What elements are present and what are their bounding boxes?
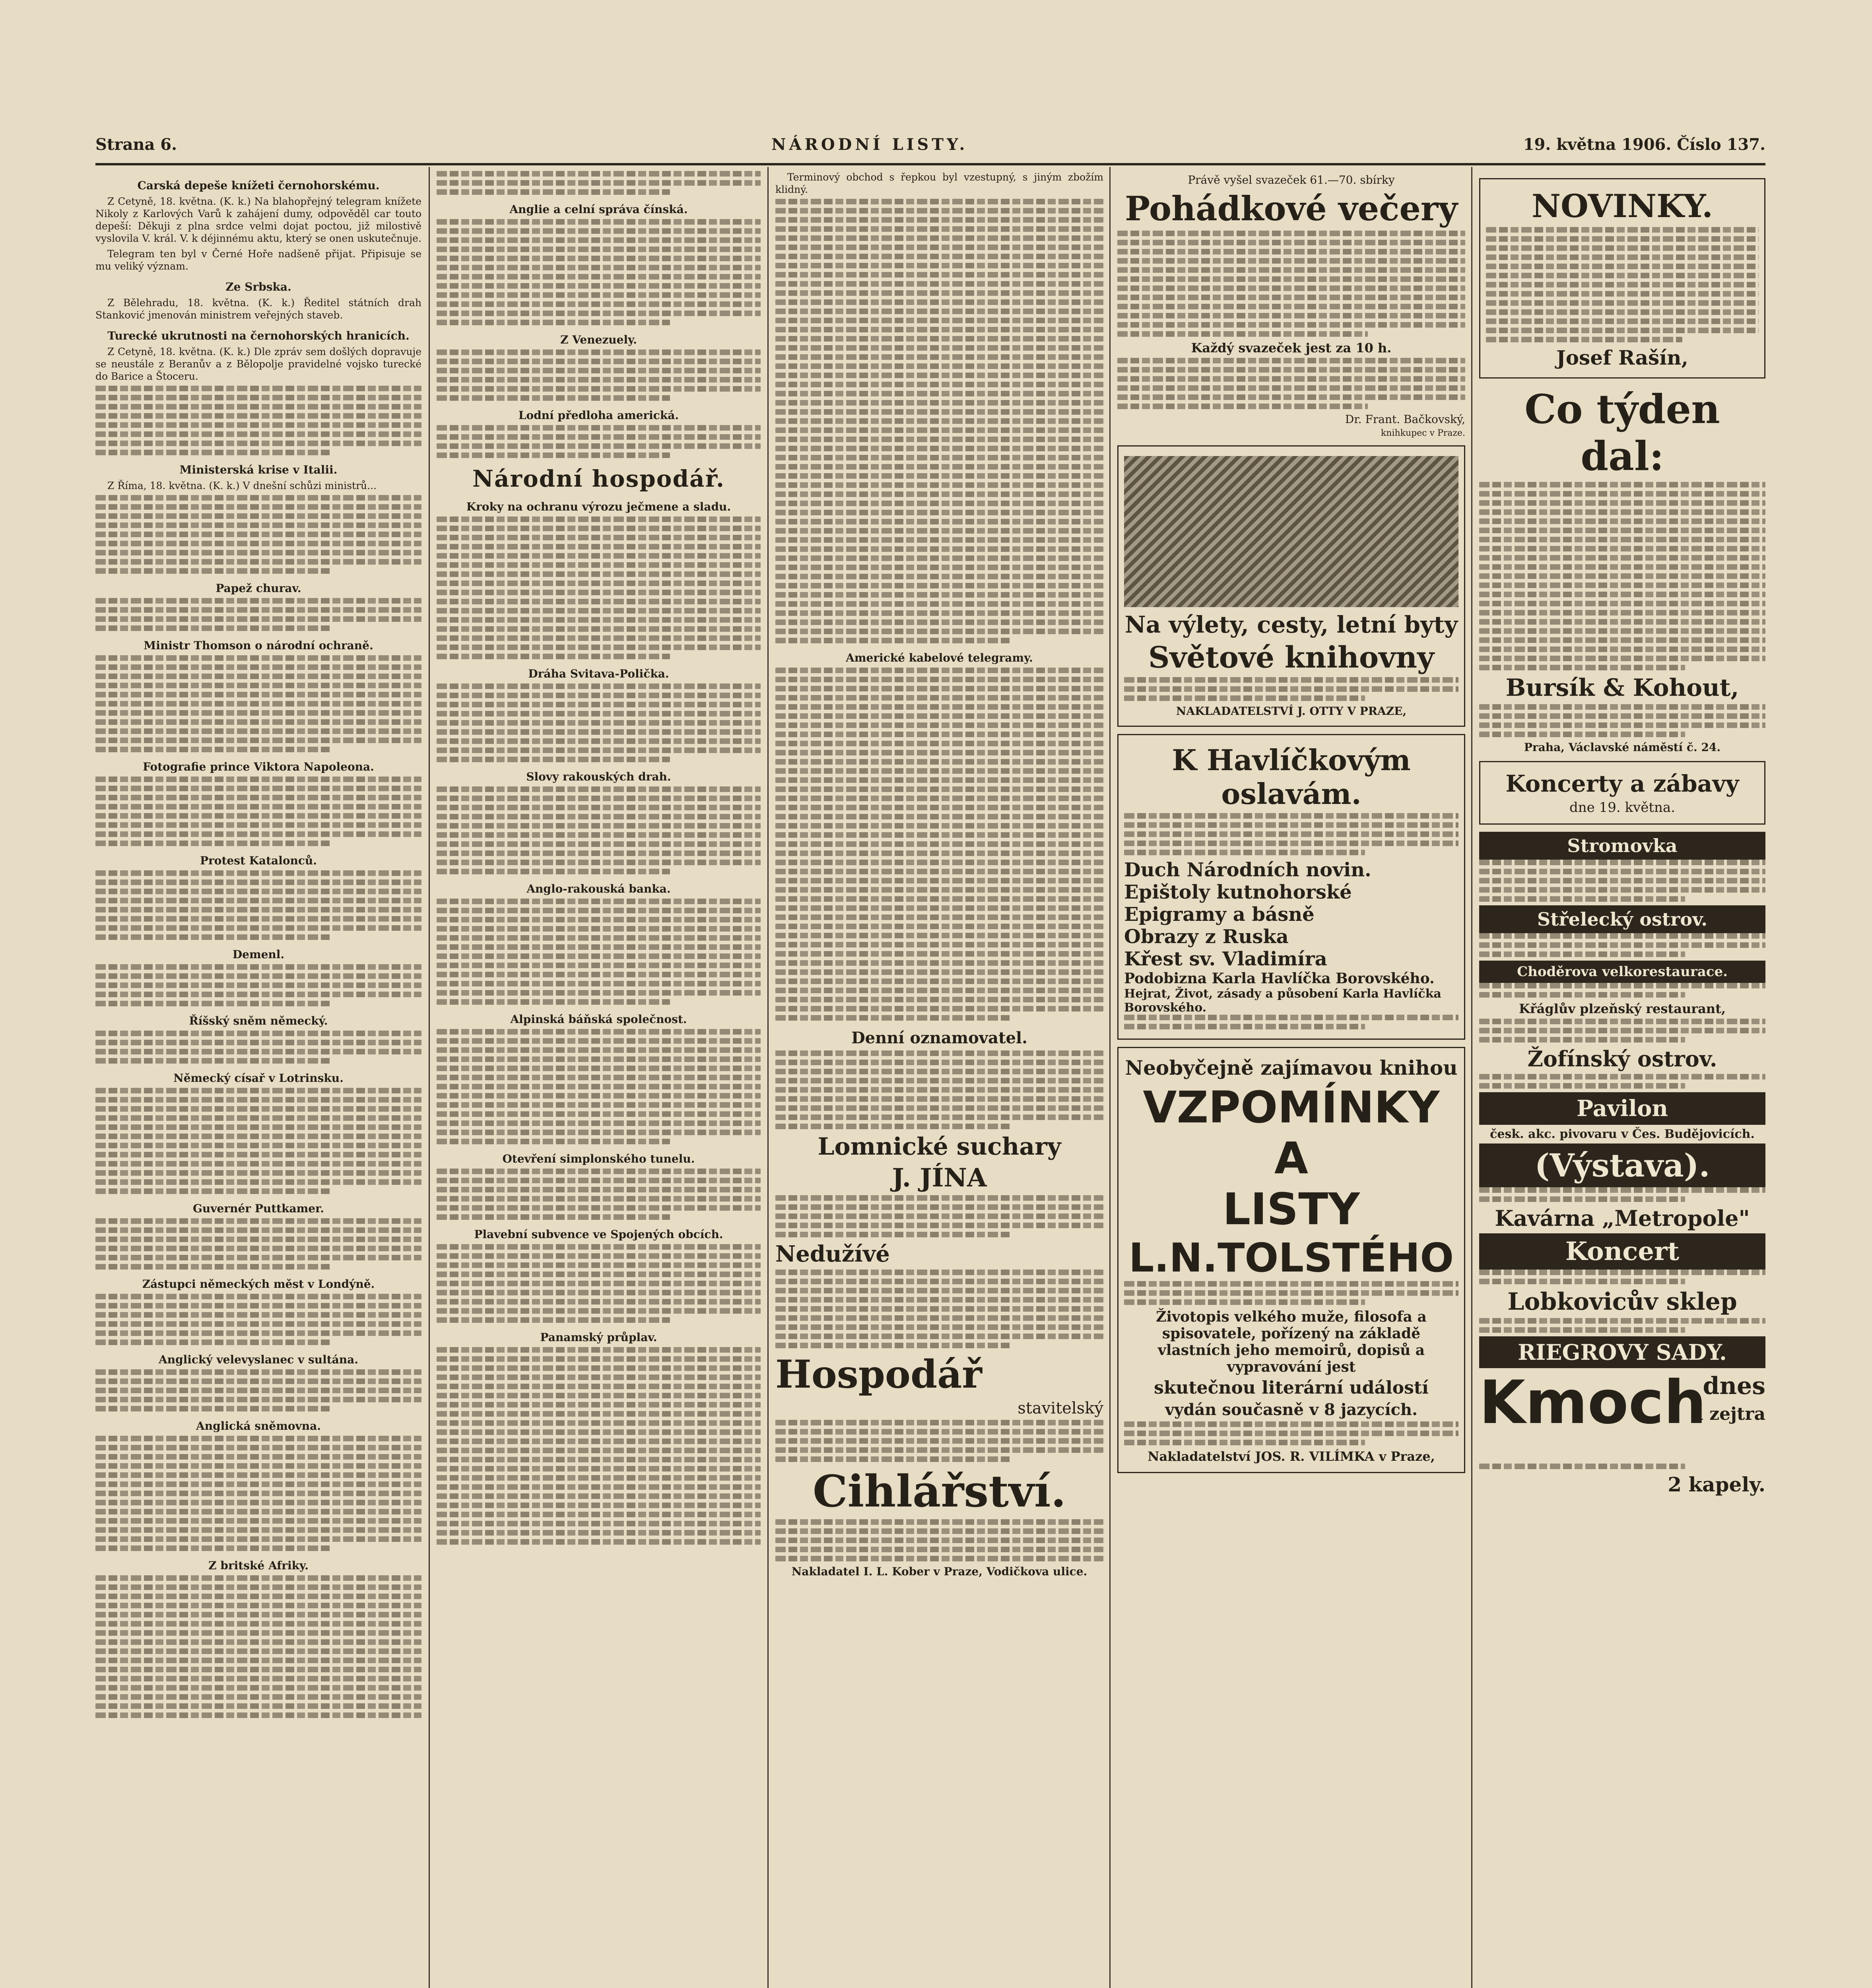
venue-heading: Koncert — [1479, 1233, 1765, 1270]
ad-subheading: Světové knihovny — [1148, 641, 1435, 675]
article-heading: Guvernér Puttkamer. — [193, 1202, 324, 1215]
venue-subheading: česk. akc. pivovaru v Čes. Budějovicích. — [1490, 1127, 1755, 1141]
ad-publisher: NAKLADATELSTVÍ J. OTTY V PRAZE, — [1176, 705, 1407, 718]
issue-date: 19. května 1906. Číslo 137. — [1523, 135, 1765, 154]
article-heading: Plavební subvence ve Spojených obcích. — [474, 1228, 723, 1241]
article-heading: Alpinská báňská společnost. — [510, 1013, 687, 1026]
venue-heading: Křáglův plzeňský restaurant, — [1519, 1001, 1726, 1016]
ad-publisher: Josef Rašín, — [1556, 346, 1688, 369]
article-heading: Americké kabelové telegramy. — [846, 651, 1033, 664]
ad-heading: Pohádkové večery — [1125, 189, 1458, 228]
article-text: Terminový obchod s řepkou byl vzestupný, s jiným zbožím klidný. — [775, 171, 1103, 195]
column-1 — [95, 171, 421, 1988]
venue-heading: Žofínský ostrov. — [1527, 1046, 1717, 1072]
ad-heading: Hospodář — [775, 1352, 982, 1397]
article-heading: Panamský průplav. — [540, 1331, 657, 1344]
column-5 — [1479, 171, 1765, 1988]
ad-heading: NOVINKY. — [1531, 187, 1713, 225]
ad-text: Životopis velkého muže, filosofa a spisovatele, pořízený na základě vlastních jeho memoirů, dopisů a vypravování jest — [1156, 1309, 1427, 1375]
page-header — [95, 135, 1765, 163]
ad-subheading: stavitelský — [1018, 1399, 1103, 1417]
kmoch-when: dnes — [1703, 1372, 1765, 1400]
ad-text: vydán současně v 8 jazycích. — [1165, 1400, 1418, 1419]
ad-heading: Cihlářství. — [812, 1466, 1066, 1517]
header-rule — [95, 163, 1765, 165]
article-heading: Zástupci německých měst v Londýně. — [142, 1277, 375, 1291]
ad-date: dne 19. května. — [1569, 800, 1676, 815]
article-text: Z Říma, 18. května. (K. k.) V dnešní schůzi ministrů... — [107, 480, 377, 491]
ad-heading: Lomnické suchary — [818, 1133, 1061, 1161]
kmoch-ad — [1479, 1368, 1765, 1464]
ad-highlight: skutečnou literární událostí — [1154, 1378, 1429, 1398]
article-heading: Slovy rakouských drah. — [526, 770, 671, 783]
article-heading: Turecké ukrutnosti na černohorských hranicích. — [107, 329, 410, 342]
kmoch-title: Kmoch — [1479, 1368, 1707, 1437]
book-title: Křest sv. Vladimíra — [1124, 948, 1327, 970]
article-heading: Z britské Afriky. — [208, 1559, 309, 1572]
column-separator — [767, 167, 769, 1988]
venue-heading: Lobkovicův sklep — [1507, 1288, 1737, 1316]
column-separator — [1471, 167, 1472, 1988]
ad-heading: Na výlety, cesty, letní byty — [1124, 611, 1458, 638]
book-title: Epištoly kutnohorské — [1124, 881, 1352, 903]
book-title: Hejrat, Život, zásady a působení Karla Havlíčka Borovského. — [1124, 987, 1441, 1015]
otto-ad — [1117, 445, 1465, 727]
book-title: Obrazy z Ruska — [1124, 926, 1289, 948]
ad-title-large: L.N.TOLSTÉHO — [1128, 1235, 1454, 1281]
page-number: Strana 6. — [95, 135, 177, 154]
kmoch-bands: 2 kapely. — [1668, 1473, 1765, 1496]
article-heading: Demenl. — [232, 948, 285, 961]
ad-intro: Právě vyšel svazeček 61.—70. sbírky — [1188, 173, 1395, 186]
article-heading: Anglický velevyslanec v sultána. — [158, 1353, 359, 1366]
book-illustration — [1124, 456, 1458, 607]
venue-heading: Stromovka — [1479, 832, 1765, 860]
article-heading: Denní oznamovatel. — [851, 1029, 1028, 1047]
section-heading: Národní hospodář. — [472, 465, 725, 492]
article-heading: Anglická sněmovna. — [196, 1419, 321, 1433]
ad-heading: Bursík & Kohout, — [1505, 674, 1739, 702]
venue-heading: Pavilon — [1479, 1092, 1765, 1125]
article-heading: Lodní předloha americká. — [518, 409, 679, 422]
ad-title-large: VZPOMÍNKY A — [1143, 1082, 1440, 1184]
ad-merchant: J. JÍNA — [892, 1163, 987, 1193]
ad-heading: Nedužívé — [775, 1241, 890, 1267]
ad-heading: K Havlíčkovým oslavám. — [1172, 743, 1411, 811]
article-heading: Papež churav. — [216, 582, 301, 595]
article-heading: Otevření simplonského tunelu. — [502, 1152, 695, 1165]
article-heading: Ministerská krise v Italii. — [179, 463, 338, 476]
concerts-box — [1479, 761, 1765, 825]
column-separator — [1109, 167, 1111, 1988]
ad-address: Praha, Václavské náměstí č. 24. — [1524, 741, 1721, 754]
ad-price: Každý svazeček jest za 10 h. — [1191, 340, 1392, 355]
venue-heading: RIEGROVY SADY. — [1479, 1336, 1765, 1368]
column-separator — [429, 167, 430, 1988]
article-heading: Carská depeše knížeti černohorskému. — [137, 179, 380, 192]
article-text: Z Cetyně, 18. května. (K. k.) Dle zpráv sem došlých dopravuje se neustále z Beranův a z Bělopolje pravidelné vojsko turecké do Barice a Štoceru. — [95, 346, 421, 382]
kmoch-when: a zejtra — [1692, 1404, 1765, 1424]
article-text: Z Bělehradu, 18. května. (K. k.) Ředitel státních drah Stanković jmenován ministrem veřejných staveb. — [95, 297, 421, 321]
article-heading: Anglie a celní správa čínská. — [509, 203, 688, 216]
novinky-ad — [1479, 178, 1765, 379]
venue-heading: (Výstava). — [1479, 1143, 1765, 1187]
article-heading: Dráha Svitava-Polička. — [528, 667, 669, 680]
book-title: Podobizna Karla Havlíčka Borovského. — [1124, 970, 1435, 987]
masthead: NÁRODNÍ LISTY. — [771, 135, 968, 154]
ad-heading: Neobyčejně zajímavou knihou — [1125, 1056, 1458, 1079]
article-heading: Německý císař v Lotrinsku. — [173, 1072, 344, 1085]
ad-publisher: Nakladatelství JOS. R. VILÍMKA v Praze, — [1148, 1449, 1435, 1464]
ad-author-role: knihkupec v Praze. — [1381, 428, 1465, 438]
venue-heading: Kavárna „Metropole" — [1495, 1206, 1750, 1231]
article-heading: Protest Katalonců. — [200, 854, 317, 867]
book-title: Epigramy a básně — [1124, 903, 1315, 926]
venue-heading: Střelecký ostrov. — [1479, 905, 1765, 933]
book-title: Duch Národních novin. — [1124, 859, 1371, 881]
column-2 — [437, 171, 761, 1988]
article-heading: Ministr Thomson o národní ochraně. — [144, 639, 373, 652]
ad-title-large: LISTY — [1223, 1184, 1360, 1235]
article-heading: Fotografie prince Viktora Napoleona. — [143, 760, 374, 773]
column-4 — [1117, 171, 1465, 1988]
article-heading: Ze Srbska. — [225, 280, 291, 293]
column-3 — [775, 171, 1103, 1988]
ad-heading: Co týden dal: — [1524, 386, 1720, 480]
ad-author: Dr. Frant. Bačkovský, — [1345, 413, 1465, 426]
tolstoy-ad — [1117, 1047, 1465, 1473]
article-heading: Anglo-rakouská banka. — [526, 882, 671, 895]
ad-heading: Koncerty a zábavy — [1505, 770, 1739, 797]
article-heading: Kroky na ochranu výrozu ječmene a sladu. — [466, 500, 731, 513]
havlicek-ad — [1117, 734, 1465, 1040]
article-text: Telegram ten byl v Černé Hoře nadšeně přijat. Připisuje se mu veliký význam. — [95, 248, 421, 272]
venue-heading: Choděrova velkorestaurace. — [1479, 961, 1765, 983]
article-text: Z Cetyně, 18. května. (K. k.) Na blahopřejný telegram knížete Nikoly z Karlových Varů k zahájení dumy, odpověděl car touto depeší: Děkuji z plna srdce velmi dojat poctou, již milostivě vyslovila V. král. V. k déjinnému aktu, který se onen uskutečnuje. — [95, 196, 421, 244]
article-heading: Z Venezuely. — [560, 333, 637, 346]
ad-publisher: Nakladatel I. L. Kober v Praze, Vodičkova ulice. — [791, 1565, 1087, 1578]
article-heading: Říšský sněm německý. — [189, 1014, 328, 1027]
